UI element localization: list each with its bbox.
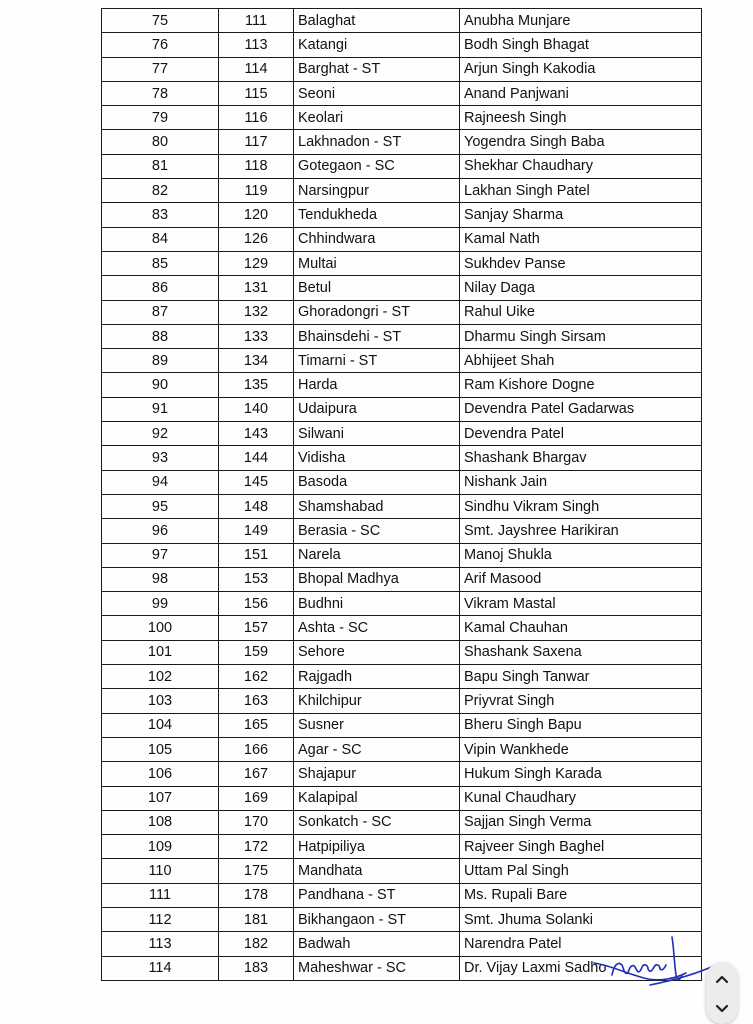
candidate-name-cell: Rajneesh Singh: [460, 106, 702, 130]
candidate-name-cell: Anubha Munjare: [460, 9, 702, 33]
constituency-name-cell: Barghat - ST: [294, 57, 460, 81]
serial-number-cell: 87: [102, 300, 219, 324]
candidate-name-cell: Bheru Singh Bapu: [460, 713, 702, 737]
serial-number-cell: 75: [102, 9, 219, 33]
table-row: [102, 616, 702, 640]
table-row: [102, 251, 702, 275]
serial-number-cell: 106: [102, 762, 219, 786]
serial-number-cell: 90: [102, 373, 219, 397]
table-row: [102, 519, 702, 543]
serial-number-cell: 91: [102, 397, 219, 421]
candidate-name-cell: Yogendra Singh Baba: [460, 130, 702, 154]
constituency-name-cell: Balaghat: [294, 9, 460, 33]
candidate-name-cell: Smt. Jayshree Harikiran: [460, 519, 702, 543]
candidate-table: [101, 8, 702, 981]
constituency-name-cell: Udaipura: [294, 397, 460, 421]
constituency-number-cell: 118: [219, 154, 294, 178]
table-row: [102, 33, 702, 57]
table-row: [102, 422, 702, 446]
constituency-number-cell: 117: [219, 130, 294, 154]
constituency-name-cell: Tendukheda: [294, 203, 460, 227]
constituency-name-cell: Kalapipal: [294, 786, 460, 810]
candidate-name-cell: Ram Kishore Dogne: [460, 373, 702, 397]
constituency-number-cell: 172: [219, 835, 294, 859]
candidate-name-cell: Nishank Jain: [460, 470, 702, 494]
serial-number-cell: 85: [102, 251, 219, 275]
table-row: [102, 762, 702, 786]
table-row: [102, 349, 702, 373]
table-row: [102, 57, 702, 81]
candidate-name-cell: Sukhdev Panse: [460, 251, 702, 275]
constituency-number-cell: 166: [219, 737, 294, 761]
constituency-name-cell: Narsingpur: [294, 179, 460, 203]
constituency-number-cell: 167: [219, 762, 294, 786]
table-row: [102, 154, 702, 178]
candidate-name-cell: Kamal Chauhan: [460, 616, 702, 640]
constituency-number-cell: 162: [219, 665, 294, 689]
serial-number-cell: 101: [102, 640, 219, 664]
constituency-name-cell: Multai: [294, 251, 460, 275]
table-row: [102, 300, 702, 324]
candidate-name-cell: Smt. Jhuma Solanki: [460, 907, 702, 931]
serial-number-cell: 77: [102, 57, 219, 81]
constituency-number-cell: 129: [219, 251, 294, 275]
table-row: [102, 737, 702, 761]
constituency-number-cell: 126: [219, 227, 294, 251]
serial-number-cell: 89: [102, 349, 219, 373]
constituency-name-cell: Gotegaon - SC: [294, 154, 460, 178]
serial-number-cell: 113: [102, 932, 219, 956]
constituency-name-cell: Katangi: [294, 33, 460, 57]
serial-number-cell: 79: [102, 106, 219, 130]
constituency-name-cell: Narela: [294, 543, 460, 567]
constituency-name-cell: Badwah: [294, 932, 460, 956]
table-row: [102, 373, 702, 397]
table-row: [102, 689, 702, 713]
constituency-number-cell: 170: [219, 810, 294, 834]
table-row: [102, 640, 702, 664]
constituency-name-cell: Bhainsdehi - ST: [294, 324, 460, 348]
constituency-name-cell: Sonkatch - SC: [294, 810, 460, 834]
serial-number-cell: 93: [102, 446, 219, 470]
constituency-number-cell: 153: [219, 567, 294, 591]
scroll-down-button[interactable]: [706, 994, 738, 1024]
constituency-number-cell: 115: [219, 81, 294, 105]
table-row: [102, 932, 702, 956]
constituency-number-cell: 169: [219, 786, 294, 810]
constituency-number-cell: 181: [219, 907, 294, 931]
constituency-name-cell: Ashta - SC: [294, 616, 460, 640]
constituency-number-cell: 116: [219, 106, 294, 130]
constituency-name-cell: Shamshabad: [294, 494, 460, 518]
serial-number-cell: 112: [102, 907, 219, 931]
table-row: [102, 9, 702, 33]
table-row: [102, 494, 702, 518]
chevron-down-icon: [715, 1004, 729, 1014]
constituency-name-cell: Timarni - ST: [294, 349, 460, 373]
serial-number-cell: 97: [102, 543, 219, 567]
serial-number-cell: 107: [102, 786, 219, 810]
constituency-name-cell: Maheshwar - SC: [294, 956, 460, 980]
table-row: [102, 907, 702, 931]
table-row: [102, 665, 702, 689]
constituency-number-cell: 135: [219, 373, 294, 397]
candidate-name-cell: Shashank Saxena: [460, 640, 702, 664]
candidate-name-cell: Shekhar Chaudhary: [460, 154, 702, 178]
serial-number-cell: 86: [102, 276, 219, 300]
serial-number-cell: 95: [102, 494, 219, 518]
table-row: [102, 397, 702, 421]
constituency-number-cell: 131: [219, 276, 294, 300]
serial-number-cell: 96: [102, 519, 219, 543]
candidate-name-cell: Lakhan Singh Patel: [460, 179, 702, 203]
serial-number-cell: 110: [102, 859, 219, 883]
candidate-name-cell: Ms. Rupali Bare: [460, 883, 702, 907]
candidate-name-cell: Rahul Uike: [460, 300, 702, 324]
serial-number-cell: 114: [102, 956, 219, 980]
constituency-number-cell: 133: [219, 324, 294, 348]
table-row: [102, 470, 702, 494]
constituency-number-cell: 145: [219, 470, 294, 494]
constituency-number-cell: 149: [219, 519, 294, 543]
serial-number-cell: 94: [102, 470, 219, 494]
scroll-controls: [706, 962, 738, 1024]
serial-number-cell: 82: [102, 179, 219, 203]
constituency-number-cell: 163: [219, 689, 294, 713]
constituency-number-cell: 148: [219, 494, 294, 518]
serial-number-cell: 99: [102, 592, 219, 616]
constituency-number-cell: 156: [219, 592, 294, 616]
constituency-number-cell: 144: [219, 446, 294, 470]
candidate-name-cell: Arjun Singh Kakodia: [460, 57, 702, 81]
constituency-name-cell: Lakhnadon - ST: [294, 130, 460, 154]
table-row: [102, 956, 702, 980]
constituency-number-cell: 159: [219, 640, 294, 664]
serial-number-cell: 105: [102, 737, 219, 761]
candidate-name-cell: Abhijeet Shah: [460, 349, 702, 373]
chevron-up-icon: [715, 974, 729, 984]
constituency-number-cell: 183: [219, 956, 294, 980]
candidate-name-cell: Kamal Nath: [460, 227, 702, 251]
candidate-name-cell: Arif Masood: [460, 567, 702, 591]
table-row: [102, 227, 702, 251]
constituency-name-cell: Vidisha: [294, 446, 460, 470]
serial-number-cell: 104: [102, 713, 219, 737]
constituency-number-cell: 119: [219, 179, 294, 203]
candidate-name-cell: Anand Panjwani: [460, 81, 702, 105]
constituency-name-cell: Ghoradongri - ST: [294, 300, 460, 324]
candidate-name-cell: Dharmu Singh Sirsam: [460, 324, 702, 348]
table-row: [102, 835, 702, 859]
constituency-name-cell: Bhopal Madhya: [294, 567, 460, 591]
table-row: [102, 130, 702, 154]
constituency-name-cell: Chhindwara: [294, 227, 460, 251]
constituency-name-cell: Rajgadh: [294, 665, 460, 689]
candidate-name-cell: Vipin Wankhede: [460, 737, 702, 761]
constituency-number-cell: 151: [219, 543, 294, 567]
serial-number-cell: 103: [102, 689, 219, 713]
constituency-number-cell: 134: [219, 349, 294, 373]
constituency-name-cell: Keolari: [294, 106, 460, 130]
constituency-name-cell: Pandhana - ST: [294, 883, 460, 907]
table-row: [102, 179, 702, 203]
table-row: [102, 324, 702, 348]
table-row: [102, 106, 702, 130]
candidate-name-cell: Kunal Chaudhary: [460, 786, 702, 810]
serial-number-cell: 81: [102, 154, 219, 178]
constituency-name-cell: Betul: [294, 276, 460, 300]
serial-number-cell: 100: [102, 616, 219, 640]
constituency-name-cell: Seoni: [294, 81, 460, 105]
constituency-name-cell: Harda: [294, 373, 460, 397]
candidate-name-cell: Vikram Mastal: [460, 592, 702, 616]
candidate-name-cell: Devendra Patel Gadarwas: [460, 397, 702, 421]
serial-number-cell: 102: [102, 665, 219, 689]
candidate-name-cell: Narendra Patel: [460, 932, 702, 956]
constituency-number-cell: 140: [219, 397, 294, 421]
table-row: [102, 543, 702, 567]
candidate-name-cell: Hukum Singh Karada: [460, 762, 702, 786]
serial-number-cell: 83: [102, 203, 219, 227]
constituency-name-cell: Shajapur: [294, 762, 460, 786]
constituency-name-cell: Agar - SC: [294, 737, 460, 761]
table-row: [102, 203, 702, 227]
serial-number-cell: 76: [102, 33, 219, 57]
table-row: [102, 713, 702, 737]
table-row: [102, 883, 702, 907]
constituency-name-cell: Hatpipiliya: [294, 835, 460, 859]
constituency-number-cell: 175: [219, 859, 294, 883]
serial-number-cell: 88: [102, 324, 219, 348]
candidate-name-cell: Sajjan Singh Verma: [460, 810, 702, 834]
serial-number-cell: 80: [102, 130, 219, 154]
serial-number-cell: 98: [102, 567, 219, 591]
constituency-name-cell: Khilchipur: [294, 689, 460, 713]
table-row: [102, 810, 702, 834]
table-row: [102, 592, 702, 616]
candidate-name-cell: Bodh Singh Bhagat: [460, 33, 702, 57]
serial-number-cell: 109: [102, 835, 219, 859]
constituency-number-cell: 113: [219, 33, 294, 57]
constituency-name-cell: Mandhata: [294, 859, 460, 883]
candidate-table-body: [102, 9, 702, 981]
candidate-name-cell: Sanjay Sharma: [460, 203, 702, 227]
table-row: [102, 81, 702, 105]
constituency-number-cell: 132: [219, 300, 294, 324]
candidate-name-cell: Dr. Vijay Laxmi Sadho: [460, 956, 702, 980]
constituency-name-cell: Susner: [294, 713, 460, 737]
candidate-name-cell: Shashank Bhargav: [460, 446, 702, 470]
constituency-name-cell: Bikhangaon - ST: [294, 907, 460, 931]
candidate-name-cell: Nilay Daga: [460, 276, 702, 300]
candidate-name-cell: Bapu Singh Tanwar: [460, 665, 702, 689]
table-row: [102, 567, 702, 591]
constituency-name-cell: Basoda: [294, 470, 460, 494]
constituency-number-cell: 182: [219, 932, 294, 956]
constituency-number-cell: 114: [219, 57, 294, 81]
serial-number-cell: 78: [102, 81, 219, 105]
table-row: [102, 446, 702, 470]
candidate-name-cell: Manoj Shukla: [460, 543, 702, 567]
serial-number-cell: 111: [102, 883, 219, 907]
serial-number-cell: 108: [102, 810, 219, 834]
candidate-name-cell: Rajveer Singh Baghel: [460, 835, 702, 859]
table-row: [102, 859, 702, 883]
table-row: [102, 276, 702, 300]
serial-number-cell: 84: [102, 227, 219, 251]
constituency-number-cell: 111: [219, 9, 294, 33]
candidate-name-cell: Priyvrat Singh: [460, 689, 702, 713]
constituency-number-cell: 157: [219, 616, 294, 640]
table-row: [102, 786, 702, 810]
candidate-name-cell: Sindhu Vikram Singh: [460, 494, 702, 518]
constituency-number-cell: 120: [219, 203, 294, 227]
constituency-name-cell: Silwani: [294, 422, 460, 446]
constituency-number-cell: 165: [219, 713, 294, 737]
candidate-name-cell: Devendra Patel: [460, 422, 702, 446]
constituency-number-cell: 143: [219, 422, 294, 446]
candidate-name-cell: Uttam Pal Singh: [460, 859, 702, 883]
constituency-name-cell: Berasia - SC: [294, 519, 460, 543]
constituency-name-cell: Budhni: [294, 592, 460, 616]
serial-number-cell: 92: [102, 422, 219, 446]
scroll-up-button[interactable]: [706, 964, 738, 994]
constituency-name-cell: Sehore: [294, 640, 460, 664]
constituency-number-cell: 178: [219, 883, 294, 907]
